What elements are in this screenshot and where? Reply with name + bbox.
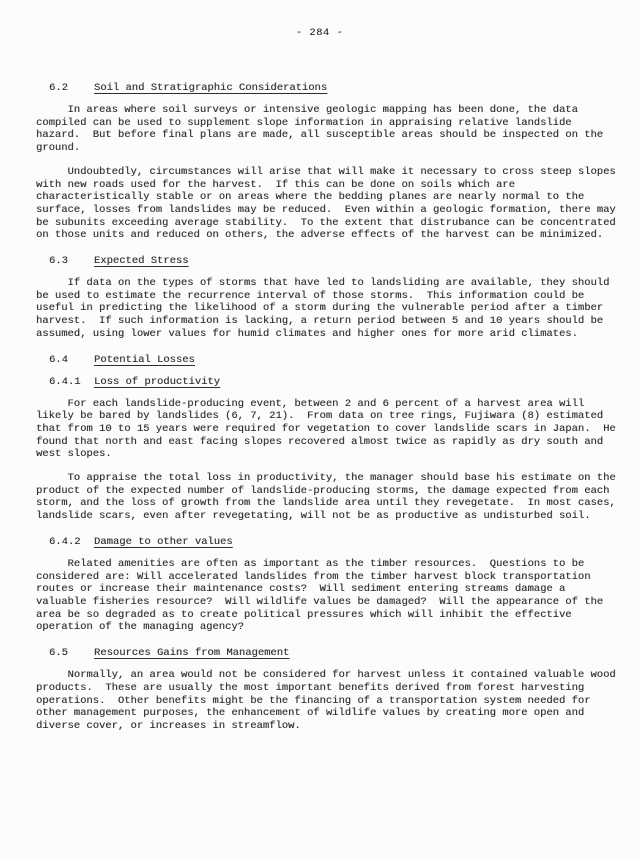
page-content	[0, 82, 639, 733]
section-title: Potential Losses	[94, 353, 195, 366]
section-number: 6.2	[49, 82, 68, 94]
section-heading-6-2	[36, 82, 621, 95]
section-heading-6-4	[36, 354, 621, 367]
section-heading-6-4-1	[36, 376, 621, 389]
paragraph: Normally, an area would not be considered for harvest unless it contained valuable wood products. These are usually the most important benefits derived from forest harvesting operations. Other benefits might be the financing of a transportation system needed for other management purposes, the enhancement of wildlife values by creating more open and diverse cover, or increases in streamflow.	[36, 669, 623, 732]
section-heading-6-4-2	[36, 536, 621, 549]
section-number: 6.4.1	[49, 375, 81, 388]
paragraph: To appraise the total loss in productivity, the manager should base his estimate on the product of the expected number of landslide-producing storms, the damage expected from each storm, and the loss of growth from the landslide area until they revegetate. In most cases, landslide scars, even after revegetating, will not be as productive as undisturbed soil.	[36, 472, 623, 523]
section-title: Expected Stress	[94, 255, 189, 268]
paragraph: In areas where soil surveys or intensive geologic mapping has been done, the data compiled can be used to supplement slope information in appraising relative landslide hazard. But before final plans are made, all susceptible areas should be inspected on the ground.	[36, 104, 610, 155]
paragraph: Related amenities are often as important as the timber resources. Questions to be considered are: Will accelerated landslides from the timber harvest block transportation routes or increase their maintenance costs? Will sediment entering streams damage a valuable fisheries resource? Will wildlife values be damaged? Will the appearance of the area be so degraded as to create political pressures which will inhibit the effective operation of the managing agency?	[36, 557, 610, 634]
section-title: Resources Gains from Management	[94, 647, 290, 660]
section-heading-6-5	[36, 647, 621, 660]
section-number: 6.5	[49, 647, 68, 660]
paragraph: For each landslide-producing event, between 2 and 6 percent of a harvest area will likely be bared by landslides (6, 7, 21). From data on tree rings, Fujiwara (8) estimated that from 10 to 15 years were required for vegetation to cover landslide scars in Japan. He found that north and east facing slopes recovered almost twice as rapidly as dry south and west slopes.	[36, 397, 623, 461]
section-number: 6.4	[49, 353, 68, 366]
section-number: 6.3	[49, 255, 68, 268]
section-title: Damage to other values	[94, 535, 233, 548]
section-title: Soil and Stratigraphic Considerations	[94, 82, 328, 94]
paragraph: If data on the types of storms that have led to landsliding are available, they should be used to estimate the recurrence interval of those storms. This information could be useful in predicting the likelihood of a storm during the vulnerable period after a timber harvest. If such information is lacking, a return period between 5 and 10 years should be assumed, using lower values for humid climates and higher ones for more arid climates.	[36, 277, 616, 340]
section-number: 6.4.2	[49, 535, 81, 548]
section-heading-6-3	[36, 255, 621, 268]
section-title: Loss of productivity	[94, 375, 221, 388]
page-number: - 284 -	[295, 27, 344, 39]
paragraph: Undoubtedly, circumstances will arise that will make it necessary to cross steep slopes with new roads used for the harvest. If this can be done on soils which are characteristically stable or on areas where the bedding planes are nearly normal to the surface, losses from landslides may be reduced. Even within a geologic formation, there may be subunits exceeding average stability. To the extent that distrubance can be concentrated on those units and reduced on others, the adverse effects of the harvest can be minimized.	[36, 165, 623, 242]
